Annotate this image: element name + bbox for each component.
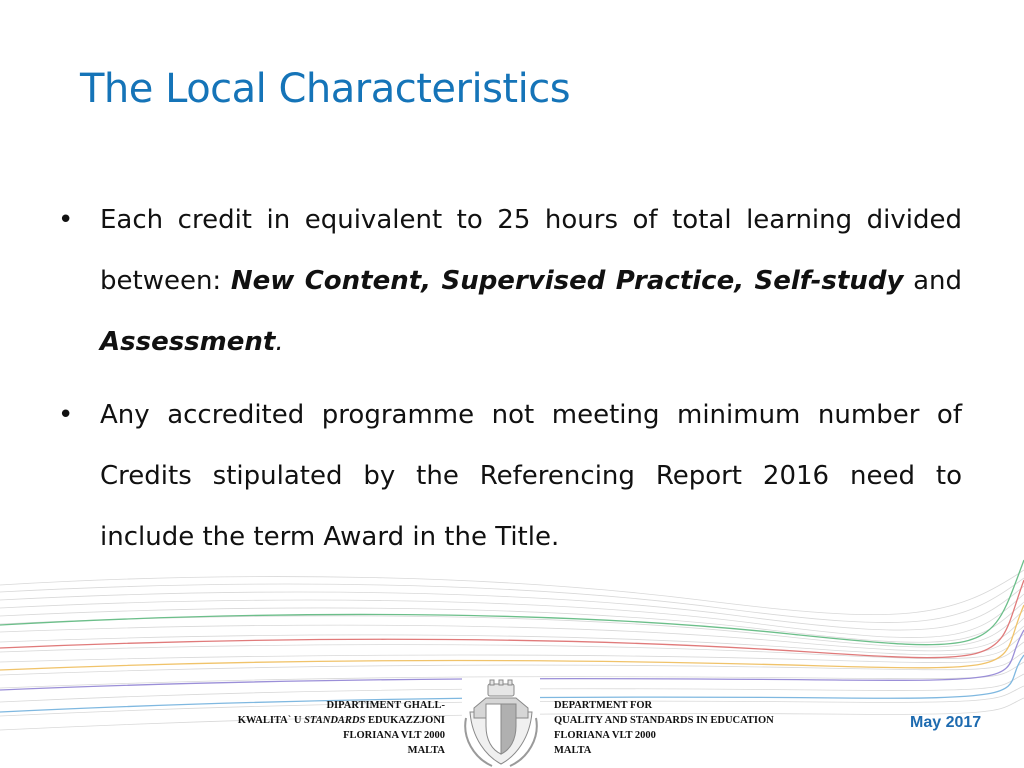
footer-right-line-2: QUALITY AND STANDARDS IN EDUCATION: [554, 715, 774, 726]
footer-left-line-2a: KWALITA` U: [237, 715, 305, 726]
footer-left-line-1: DIPARTIMENT GHALL-: [326, 700, 445, 711]
footer-left-line-3: FLORIANA VLT 2000: [343, 730, 445, 741]
bullet-text-2: Any accredited programme not meeting minimum number of Credits stipulated by the Referencing Report 2016 need to include the term Award in the Title.: [100, 400, 962, 552]
bullet1-text-b: and: [903, 266, 962, 296]
footer-left-line-2b: STANDARDS: [304, 715, 366, 726]
bullet-list: [58, 190, 962, 580]
bullet-marker: •: [58, 400, 74, 430]
footer-right-line-3: FLORIANA VLT 2000: [554, 730, 656, 741]
footer-english-department: [554, 698, 844, 758]
bullet-marker: •: [58, 205, 74, 235]
bullet1-text-c: .: [275, 327, 284, 357]
footer-left-line-4: MALTA: [407, 745, 445, 756]
footer-left-line-2c: EDUKAZZJONI: [365, 715, 445, 726]
bullet-item-1: [58, 190, 962, 373]
bullet-text-1: [100, 190, 962, 373]
bullet1-emphasis-assessment: Assessment: [100, 327, 276, 357]
footer-maltese-department: [180, 698, 445, 758]
slide-title: The Local Characteristics: [80, 66, 571, 112]
bullet1-emphasis-components: New Content, Supervised Practice, Self-study: [230, 266, 904, 296]
malta-coat-of-arms-icon: [462, 678, 540, 768]
bullet1-text-a: Each credit in equivalent to 25 hours of total learning divided between:: [100, 205, 962, 296]
footer-right-line-1: DEPARTMENT FOR: [554, 700, 653, 711]
footer-left-line-2: [180, 713, 445, 728]
slide-date: May 2017: [910, 714, 982, 731]
footer-right-line-4: MALTA: [554, 745, 592, 756]
